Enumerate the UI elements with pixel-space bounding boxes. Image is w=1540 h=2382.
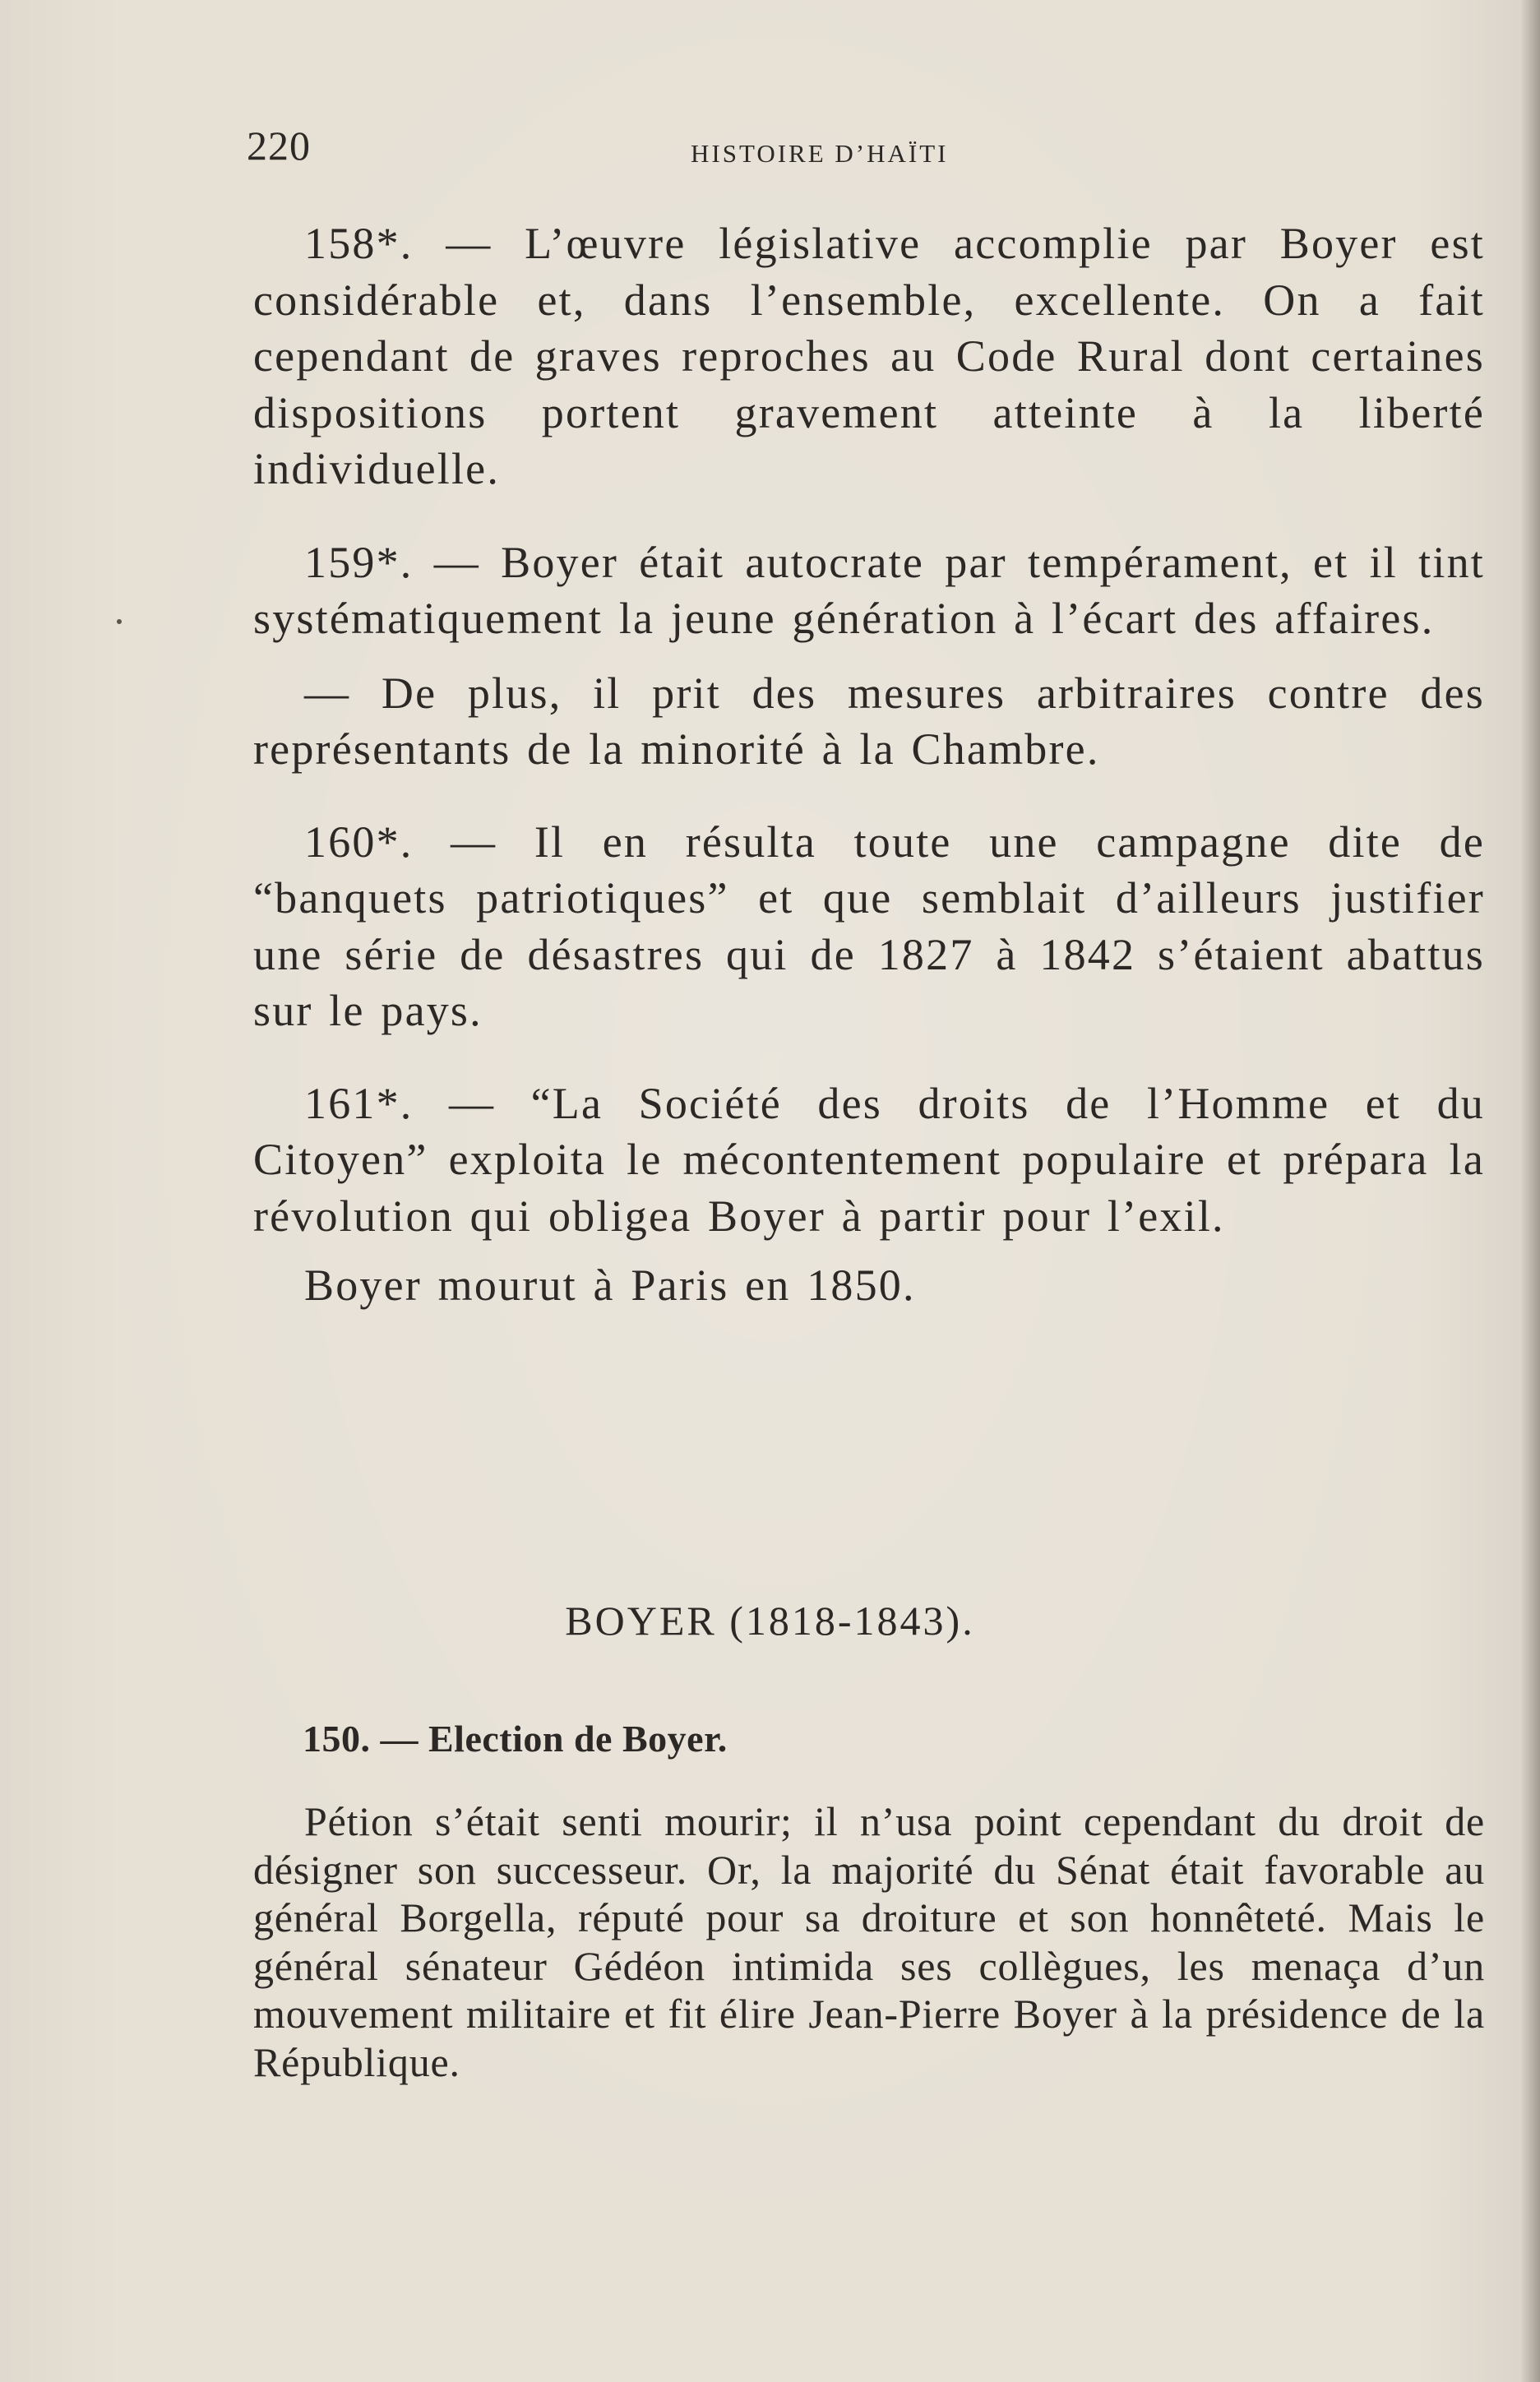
- section-text: [253, 1797, 1485, 2086]
- paragraph-159: 159*. — Boyer était autocrate par tempérament, et il tint systématiquement la jeune génération à l’écart des affaires.: [253, 537, 1485, 643]
- paragraph-158: 158*. — L’œuvre législative accomplie par Boyer est considérable et, dans l’ensemble, excellente. On a fait cependant de graves reproches au Code Rural dont certaines dispositions portent gravement atteinte à la liberté individuelle.: [253, 219, 1485, 493]
- paragraph-150: Pétion s’était senti mourir; il n’usa point cependant du droit de désigner son successeur. Or, la majorité du Sénat était favorable au général Borgella, réputé pour sa droiture et son honnêteté. Mais le général sénateur Gédéon intimida ses collègues, les menaça d’un mouvement militaire et fit élire Jean-Pierre Boyer à la présidence de la République.: [253, 1798, 1485, 2085]
- page-header: [247, 122, 1485, 179]
- section-subheading: 150. — Election de Boyer.: [303, 1718, 728, 1760]
- paragraph-160: 160*. — Il en résulta toute une campagne dite de “banquets patriotiques” et que semblait d’ailleurs justifier une série de désastres qui de 1827 à 1842 s’étaient abattus sur le pays.: [253, 816, 1485, 1035]
- paper-speck: [117, 619, 122, 624]
- section-title: BOYER (1818-1843).: [565, 1598, 975, 1644]
- page-edge-shadow: [1520, 0, 1540, 2382]
- paragraph-boyer-death: Boyer mourut à Paris en 1850.: [304, 1260, 916, 1310]
- running-head: [691, 138, 948, 169]
- paragraph-161: 161*. — “La Société des droits de l’Homme et du Citoyen” exploita le mécontentement populaire et prépara la révolution qui obligea Boyer à partir pour l’exil.: [253, 1078, 1485, 1241]
- running-head-text: HISTOIRE D’HAÏTI: [691, 139, 949, 168]
- paragraph-159-continued: — De plus, il prit des mesures arbitraires contre des représentants de la minorité à la Chambre.: [253, 668, 1485, 774]
- page-number: 220: [247, 123, 311, 169]
- main-text: [253, 215, 1485, 1314]
